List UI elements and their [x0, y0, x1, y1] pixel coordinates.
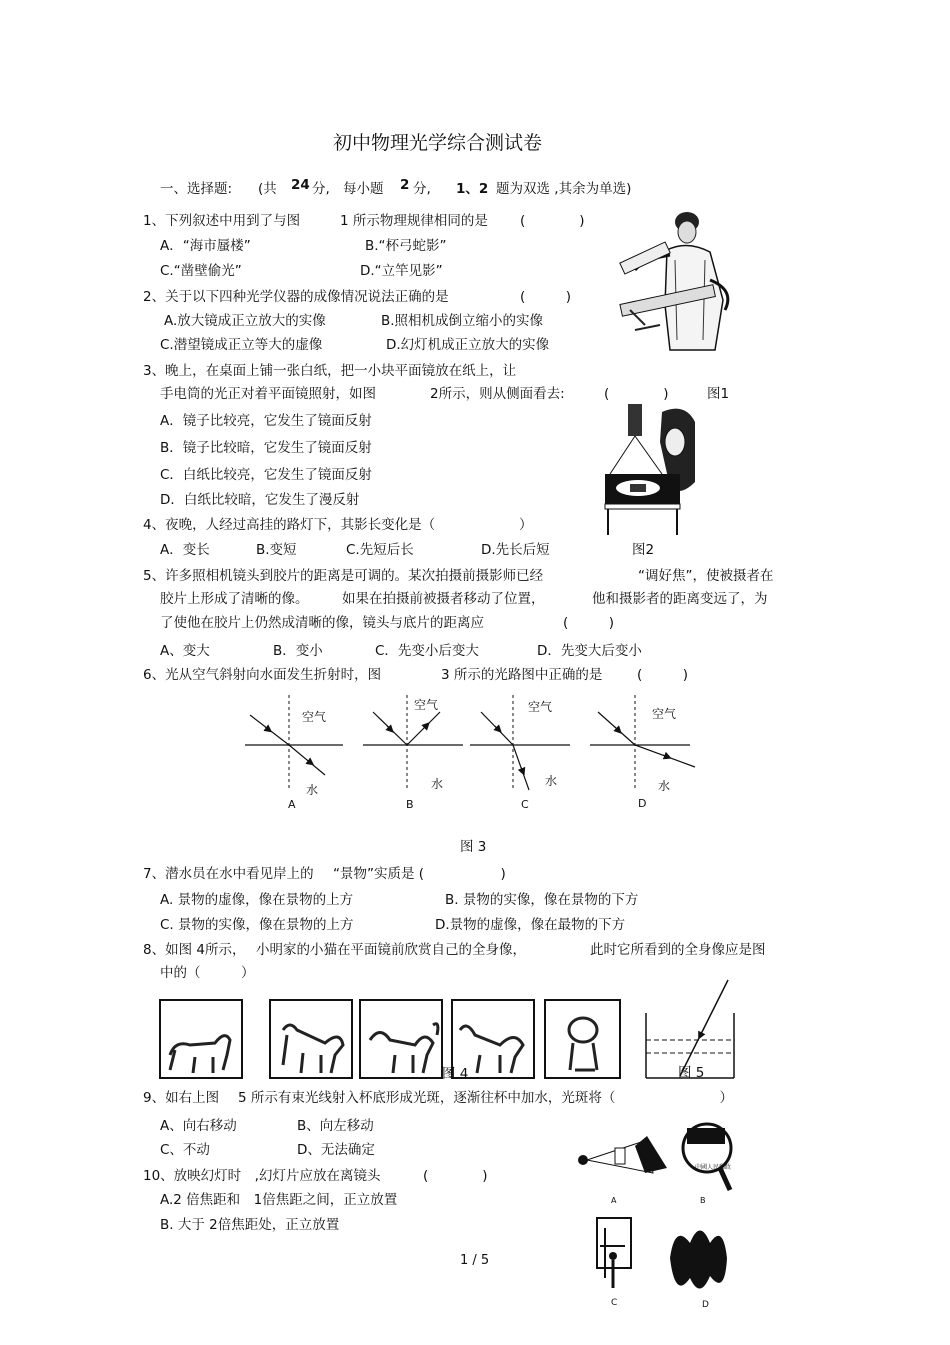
q10-option-d-label: D — [702, 1300, 709, 1310]
q10-stamp-text: 中國人民郵政 — [695, 1164, 732, 1171]
q4-option-b: B.变短 — [256, 542, 297, 558]
q4-stem: 4、夜晚，人经过高挂的路灯下，其影长变化是（ — [143, 517, 436, 533]
q2-option-b: B.照相机成倒立缩小的实像 — [381, 313, 544, 329]
section-total: 24 — [291, 177, 310, 193]
q5-stem-line3: 了使他在胶片上仍然成清晰的像，镜头与底片的距离应 — [160, 615, 484, 631]
diagram-a — [245, 695, 343, 790]
q1-option-c: C.“凿壁偷光” — [160, 263, 242, 279]
q5-stem-line2b: 如果在拍摄前被摄者移动了位置， — [342, 591, 545, 607]
q5-stem-line1a: 5、许多照相机镜头到胶片的距离是可调的。某次拍摄前摄影师已经 — [143, 568, 544, 584]
q10-picture-a — [578, 1136, 667, 1173]
q9-option-a: A、向右移动 — [160, 1118, 237, 1134]
q3-stem-line1: 3、晚上，在桌面上铺一张白纸，把一小块平面镜放在纸上，让 — [143, 363, 517, 379]
fig3-c-air-label: 空气 — [528, 700, 553, 714]
q10-picture-d — [670, 1231, 727, 1289]
q10-option-a: A.2 倍焦距和 1倍焦距之间，正立放置 — [160, 1192, 398, 1208]
q5-stem-line2c: 他和摄影者的距离变远了，为 — [592, 591, 768, 607]
q3-option-b: B．镜子比较暗，它发生了镜面反射 — [160, 440, 372, 456]
q3-option-c: C．白纸比较亮，它发生了镜面反射 — [160, 467, 372, 483]
q2-option-c: C.潜望镜成正立等大的虚像 — [160, 337, 323, 353]
q4-option-d: D.先长后短 — [481, 542, 550, 558]
fig3-b-water-label: 水 — [431, 777, 444, 791]
q3-paren: ( ) — [604, 386, 669, 402]
q6-paren: ( ) — [637, 667, 689, 683]
q5-stem-line2a: 胶片上形成了清晰的像。 — [160, 591, 309, 607]
figure-1-label: 图1 — [707, 386, 730, 402]
cat-panel-2 — [270, 1000, 352, 1078]
diagram-b — [363, 695, 463, 790]
q10-option-c-label: C — [611, 1298, 618, 1308]
q9-stem-part2: 5 所示有束光线射入杯底形成光斑，逐渐往杯中加水，光斑将（ — [238, 1090, 616, 1106]
section-info-pre: (共 — [258, 181, 277, 197]
fig3-a-air-label: 空气 — [302, 710, 327, 724]
figure-2-label: 图2 — [632, 542, 655, 558]
diagram-d — [590, 695, 695, 790]
q4-option-a: A．变长 — [160, 542, 210, 558]
q5-paren: ( ) — [563, 615, 615, 631]
q2-option-a: A.放大镜成正立放大的实像 — [164, 313, 326, 329]
q9-option-d: D、无法确定 — [297, 1142, 375, 1158]
q7-paren: ) — [460, 866, 506, 882]
q3-stem-line2b: 2所示，则从侧面看去: — [430, 386, 565, 402]
section-info-mid3: 分, — [413, 181, 431, 197]
fig3-d-water-label: 水 — [658, 779, 671, 793]
section-info-post: 题为双选 ,其余为单选) — [496, 181, 632, 197]
q5-option-c: C．先变小后变大 — [375, 643, 479, 659]
q10-picture-b — [683, 1124, 731, 1190]
q10-option-b-label: B — [700, 1196, 706, 1205]
q2-option-d: D.幻灯机成正立放大的实像 — [386, 337, 550, 353]
q10-option-a-label: A — [611, 1196, 617, 1205]
q1-stem: 1、下列叙述中用到了与图 — [143, 213, 301, 229]
q9-stem-part1: 9、如右上图 — [143, 1090, 220, 1106]
fig3-a-water-label: 水 — [306, 783, 319, 797]
q9-option-c: C、不动 — [160, 1142, 210, 1158]
fig3-option-d: D — [638, 797, 647, 810]
q4-option-c: C.先短后长 — [346, 542, 414, 558]
paper-title: 初中物理光学综合测试卷 — [333, 132, 543, 154]
q1-ref: 1 所示物理规律相同的是 — [340, 213, 488, 229]
figure-3-label: 图 3 — [460, 839, 487, 855]
q1-paren: ( ) — [520, 213, 585, 229]
q5-option-d: D．先变大后变小 — [537, 643, 642, 659]
fig3-c-water-label: 水 — [545, 774, 558, 788]
fig3-d-air-label: 空气 — [652, 707, 677, 721]
section-info-mid2: 每小题 — [343, 181, 384, 197]
q8-stem-part1: 8、如图 4所示， — [143, 942, 246, 958]
q3-stem-line2a: 手电筒的光正对着平面镜照射，如图 — [160, 386, 376, 402]
q10-paren: ( ) — [423, 1168, 488, 1184]
fig3-option-b: B — [406, 798, 414, 811]
q2-stem: 2、关于以下四种光学仪器的成像情况说法正确的是 — [143, 289, 449, 305]
section-double: 1、2 — [456, 181, 489, 197]
q10-picture-c — [597, 1218, 631, 1288]
section-info-mid1: 分, — [312, 181, 330, 197]
q1-option-d: D.“立竿见影” — [360, 263, 443, 279]
q1-option-a: A．“海市蜃楼” — [160, 238, 251, 254]
q3-option-d: D．白纸比较暗，它发生了漫反射 — [160, 492, 360, 508]
q6-ref: 3 所示的光路图中正确的是 — [441, 667, 603, 683]
figure-4-label: 图 4 — [442, 1066, 469, 1082]
q6-stem: 6、光从空气斜射向水面发生折射时，图 — [143, 667, 382, 683]
figure-1-illustration — [615, 210, 745, 355]
q5-option-a: A、变大 — [160, 643, 210, 659]
figure-5-label: 图 5 — [678, 1065, 705, 1081]
cat-panel-3 — [360, 1000, 442, 1078]
q8-stem-part3: 此时它所看到的全身像应是图 — [590, 942, 766, 958]
section-label: 一、选择题: — [160, 181, 233, 197]
q7-option-b: B. 景物的实像，像在景物的下方 — [445, 892, 639, 908]
q9-option-b: B、向左移动 — [297, 1118, 374, 1134]
q2-paren: ( ) — [520, 289, 572, 305]
section-each: 2 — [400, 177, 410, 193]
page-number: 1 / 5 — [460, 1253, 490, 1268]
q5-stem-line1b: “调好焦”，使被摄者在 — [638, 568, 774, 584]
q7-stem-part1: 7、潜水员在水中看见岸上的 — [143, 866, 314, 882]
q8-stem-part4: 中的（ ） — [160, 965, 255, 981]
q8-stem-part2: 小明家的小猫在平面镜前欣赏自己的全身像， — [256, 942, 526, 958]
q10-figure-panels — [575, 1118, 735, 1318]
fig3-option-c: C — [521, 798, 529, 811]
fig3-option-a: A — [288, 798, 296, 811]
q7-stem-part2: “景物”实质是 ( — [333, 866, 425, 882]
fig3-b-air-label: 空气 — [414, 698, 439, 712]
q7-option-a: A. 景物的虚像，像在景物的上方 — [160, 892, 354, 908]
figure-4-cat-panels — [155, 995, 625, 1085]
q3-option-a: A．镜子比较亮，它发生了镜面反射 — [160, 413, 372, 429]
q7-option-c: C. 景物的实像，像在景物的上方 — [160, 917, 354, 933]
q4-paren: ） — [465, 517, 533, 533]
q10-option-b: B. 大于 2倍焦距处，正立放置 — [160, 1217, 340, 1233]
q7-option-d: D.景物的虚像，像在最物的下方 — [435, 917, 626, 933]
cat-panel-5 — [545, 1000, 620, 1078]
q1-option-b: B.“杯弓蛇影” — [365, 238, 447, 254]
figure-2-illustration — [600, 402, 700, 535]
q10-stem: 10、放映幻灯时 ,幻灯片应放在离镜头 — [143, 1168, 381, 1184]
q5-option-b: B．变小 — [273, 643, 323, 659]
q9-paren: ） — [652, 1090, 733, 1106]
cat-panel-1 — [160, 1000, 242, 1078]
